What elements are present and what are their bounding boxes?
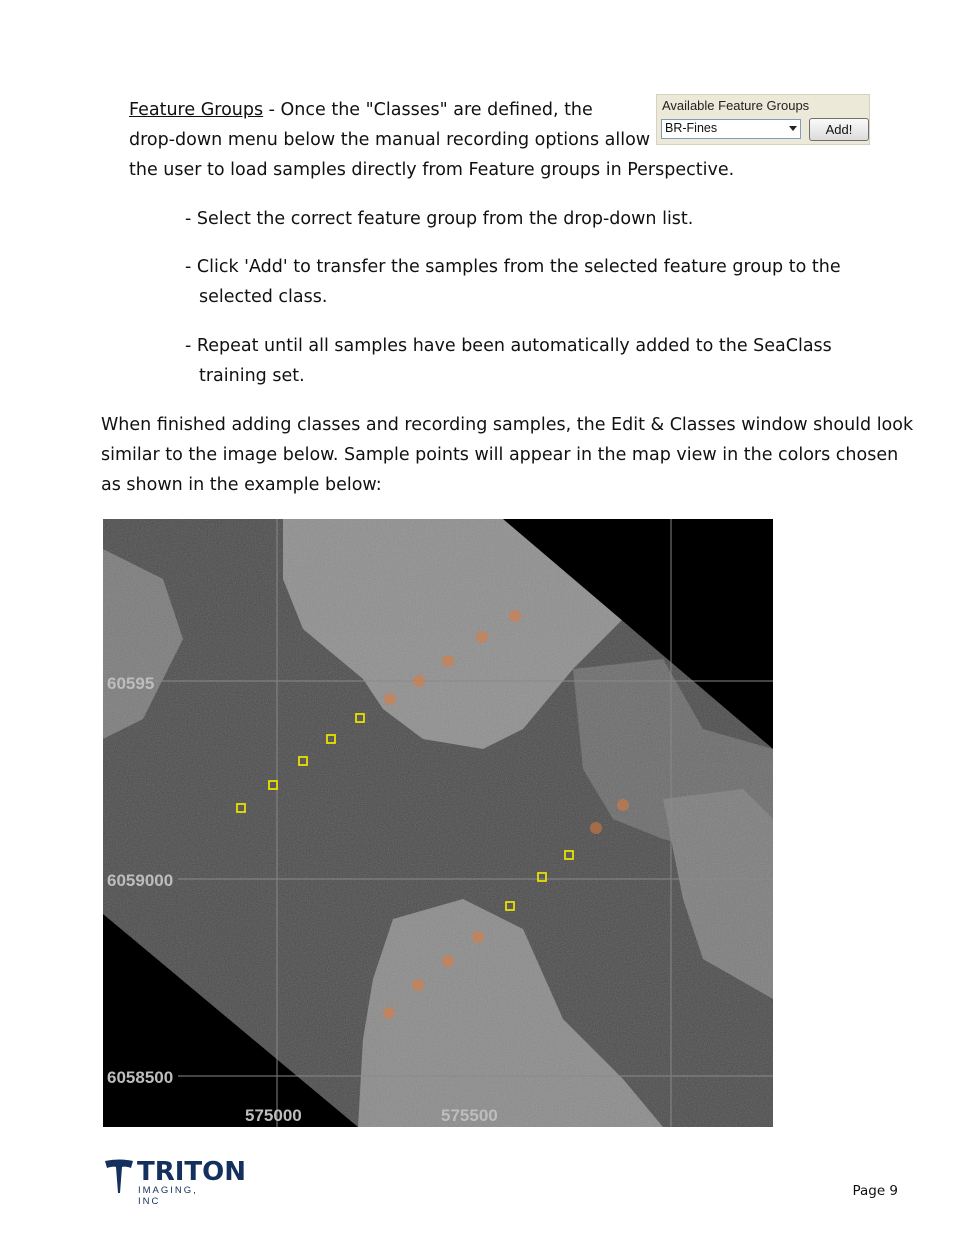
feature-group-dropdown[interactable] <box>661 119 801 139</box>
y-label-3: 6058500 <box>107 1068 174 1087</box>
feature-groups-title: Available Feature Groups <box>662 98 810 113</box>
map-view <box>103 519 773 1127</box>
intro-line-3: the user to load samples directly from Feature groups in Perspective. <box>129 160 735 180</box>
sample-point <box>590 822 602 834</box>
sample-point <box>509 610 521 622</box>
logo-sub: IMAGING, INC <box>138 1185 198 1207</box>
step-3-line-2: training set. <box>199 366 305 386</box>
closing-line-2: similar to the image below. Sample points will appear in the map view in the colors chosen <box>101 445 899 465</box>
chevron-down-icon[interactable] <box>789 126 797 131</box>
feature-groups-widget <box>656 94 870 145</box>
sample-point <box>442 655 454 667</box>
closing-line-3: as shown in the example below: <box>101 475 382 495</box>
triton-logo-icon <box>104 1159 134 1195</box>
step-1: - Select the correct feature group from the drop-down list. <box>185 209 694 229</box>
intro-line-1-text: - Once the "Classes" are defined, the <box>263 100 593 120</box>
sample-point <box>413 675 425 687</box>
y-label-1: 60595 <box>107 674 155 693</box>
closing-line-1: When finished adding classes and recording samples, the Edit & Classes window should look <box>101 415 914 435</box>
logo-word: TRITON <box>137 1157 247 1187</box>
sample-point <box>476 631 488 643</box>
intro-line-1 <box>129 95 593 125</box>
x-label-2: 575500 <box>441 1106 498 1125</box>
sample-point <box>442 955 454 967</box>
page-number: Page 9 <box>852 1183 898 1199</box>
feature-groups-heading: Feature Groups <box>129 100 264 120</box>
step-3-line-1: - Repeat until all samples have been automatically added to the SeaClass <box>185 336 832 356</box>
sample-point <box>617 799 629 811</box>
sample-point <box>472 931 484 943</box>
sample-point <box>412 979 424 991</box>
step-2-line-1: - Click 'Add' to transfer the samples from the selected feature group to the <box>185 257 841 277</box>
feature-group-selected: BR-Fines <box>665 121 718 135</box>
triton-logo <box>104 1157 247 1207</box>
step-2-line-2: selected class. <box>199 287 328 307</box>
x-label-1: 575000 <box>245 1106 302 1125</box>
y-label-2: 6059000 <box>107 871 174 890</box>
map-svg <box>103 519 773 1127</box>
sample-point <box>384 693 396 705</box>
intro-line-2: drop-down menu below the manual recording options allow <box>129 130 651 150</box>
add-button[interactable]: Add! <box>809 118 869 141</box>
sample-point <box>383 1007 395 1019</box>
